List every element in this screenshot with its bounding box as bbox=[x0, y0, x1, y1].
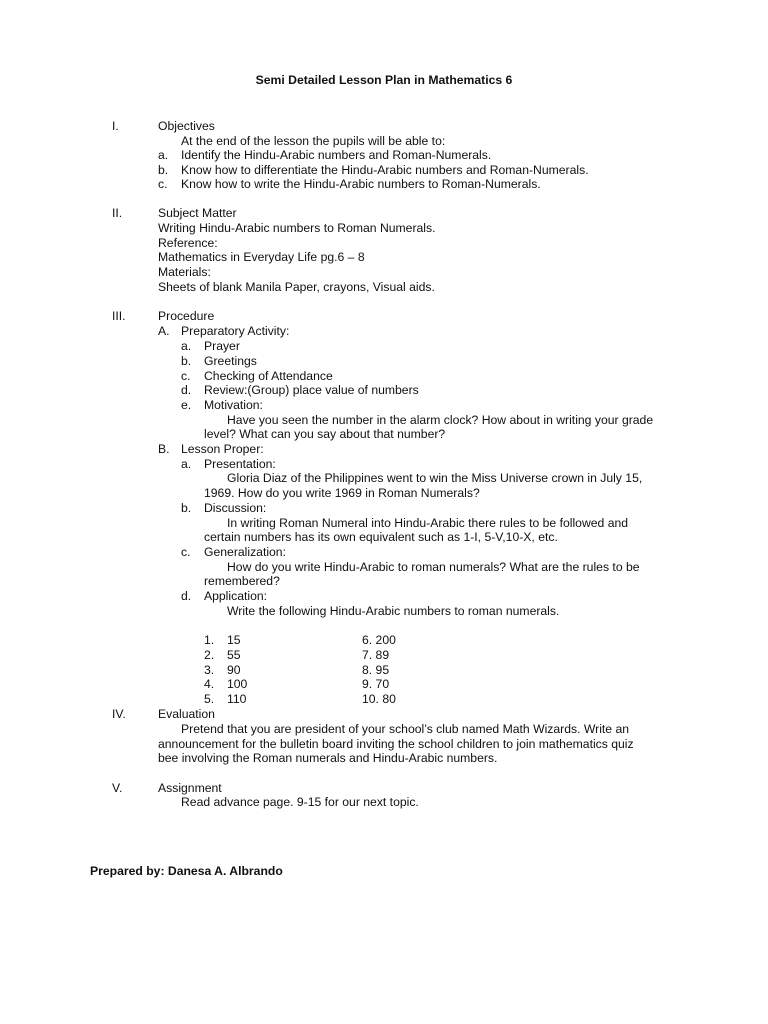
prep-letter: a. bbox=[181, 339, 192, 353]
generalization-text: remembered? bbox=[204, 574, 280, 588]
procedure-b-letter: B. bbox=[158, 442, 170, 456]
prep-item: Checking of Attendance bbox=[204, 369, 333, 383]
presentation-label: Presentation: bbox=[204, 457, 276, 471]
page-title: Semi Detailed Lesson Plan in Mathematics 6 bbox=[255, 73, 513, 87]
evaluation-text: bee involving the Roman numerals and Hindu-Arabic numbers. bbox=[158, 751, 498, 765]
objectives-intro: At the end of the lesson the pupils will be able to: bbox=[181, 134, 446, 148]
prep-letter: d. bbox=[181, 383, 192, 397]
exercise-item: 6. 200 bbox=[362, 633, 396, 647]
objectives-heading: Objectives bbox=[158, 119, 215, 133]
prepared-by: Prepared by: Danesa A. Albrando bbox=[90, 864, 283, 878]
generalization-text: How do you write Hindu-Arabic to roman numerals? What are the rules to be bbox=[227, 560, 640, 574]
exercise-item: 9. 70 bbox=[362, 677, 390, 691]
prep-item: Motivation: bbox=[204, 398, 263, 412]
prep-letter: e. bbox=[181, 398, 192, 412]
prep-letter: b. bbox=[181, 354, 192, 368]
exercise-number: 1. bbox=[204, 633, 215, 647]
objectives-number: I. bbox=[112, 119, 119, 133]
prep-letter: c. bbox=[181, 369, 191, 383]
assignment-heading: Assignment bbox=[158, 781, 222, 795]
presentation-text: 1969. How do you write 1969 in Roman Numerals? bbox=[204, 486, 480, 500]
generalization-label: Generalization: bbox=[204, 545, 286, 559]
objective-letter: b. bbox=[158, 163, 169, 177]
reference-label: Reference: bbox=[158, 236, 218, 250]
discussion-text: In writing Roman Numeral into Hindu-Arabic there rules to be followed and bbox=[227, 516, 629, 530]
presentation-text: Gloria Diaz of the Philippines went to win the Miss Universe crown in July 15, bbox=[227, 471, 643, 485]
preparatory-activity-heading: Preparatory Activity: bbox=[181, 324, 290, 338]
assignment-number: V. bbox=[112, 781, 123, 795]
evaluation-text: Pretend that you are president of your school’s club named Math Wizards. Write an bbox=[181, 722, 630, 736]
discussion-letter: b. bbox=[181, 501, 192, 515]
exercise-value: 15 bbox=[227, 633, 241, 647]
discussion-text: certain numbers has its own equivalent such as 1-I, 5-V,10-X, etc. bbox=[204, 530, 558, 544]
exercise-number: 3. bbox=[204, 663, 215, 677]
prep-item: Review:(Group) place value of numbers bbox=[204, 383, 419, 397]
objective-item: Know how to write the Hindu-Arabic numbers to Roman-Numerals. bbox=[181, 177, 541, 191]
subject-matter-heading: Subject Matter bbox=[158, 206, 237, 220]
exercise-item: 7. 89 bbox=[362, 648, 390, 662]
materials-text: Sheets of blank Manila Paper, crayons, Visual aids. bbox=[158, 280, 435, 294]
prep-item: Prayer bbox=[204, 339, 240, 353]
lesson-proper-heading: Lesson Proper: bbox=[181, 442, 264, 456]
procedure-heading: Procedure bbox=[158, 309, 215, 323]
reference-text: Mathematics in Everyday Life pg.6 – 8 bbox=[158, 250, 365, 264]
application-text: Write the following Hindu-Arabic numbers to roman numerals. bbox=[227, 604, 560, 618]
exercise-value: 90 bbox=[227, 663, 241, 677]
subject-matter-number: II. bbox=[112, 206, 123, 220]
exercise-value: 110 bbox=[227, 692, 247, 706]
exercise-value: 100 bbox=[227, 677, 248, 691]
objective-item: Identify the Hindu-Arabic numbers and Roman-Numerals. bbox=[181, 148, 492, 162]
motivation-text: level? What can you say about that number? bbox=[204, 427, 446, 441]
exercise-item: 10. 80 bbox=[362, 692, 396, 706]
assignment-text: Read advance page. 9-15 for our next topic. bbox=[181, 795, 419, 809]
exercise-number: 4. bbox=[204, 677, 215, 691]
exercise-item: 8. 95 bbox=[362, 663, 390, 677]
generalization-letter: c. bbox=[181, 545, 191, 559]
evaluation-number: IV. bbox=[112, 707, 126, 721]
evaluation-heading: Evaluation bbox=[158, 707, 215, 721]
presentation-letter: a. bbox=[181, 457, 192, 471]
subject-topic: Writing Hindu-Arabic numbers to Roman Numerals. bbox=[158, 221, 436, 235]
exercise-number: 2. bbox=[204, 648, 215, 662]
objective-letter: a. bbox=[158, 148, 169, 162]
motivation-text: Have you seen the number in the alarm clock? How about in writing your grade bbox=[227, 413, 654, 427]
procedure-number: III. bbox=[112, 309, 126, 323]
objective-letter: c. bbox=[158, 177, 168, 191]
discussion-label: Discussion: bbox=[204, 501, 267, 515]
application-label: Application: bbox=[204, 589, 268, 603]
exercise-value: 55 bbox=[227, 648, 241, 662]
exercise-number: 5. bbox=[204, 692, 215, 706]
application-letter: d. bbox=[181, 589, 192, 603]
procedure-a-letter: A. bbox=[158, 324, 170, 338]
objective-item: Know how to differentiate the Hindu-Arabic numbers and Roman-Numerals. bbox=[181, 163, 589, 177]
prep-item: Greetings bbox=[204, 354, 257, 368]
materials-label: Materials: bbox=[158, 265, 211, 279]
evaluation-text: announcement for the bulletin board inviting the school children to join mathematics quiz bbox=[158, 737, 634, 751]
